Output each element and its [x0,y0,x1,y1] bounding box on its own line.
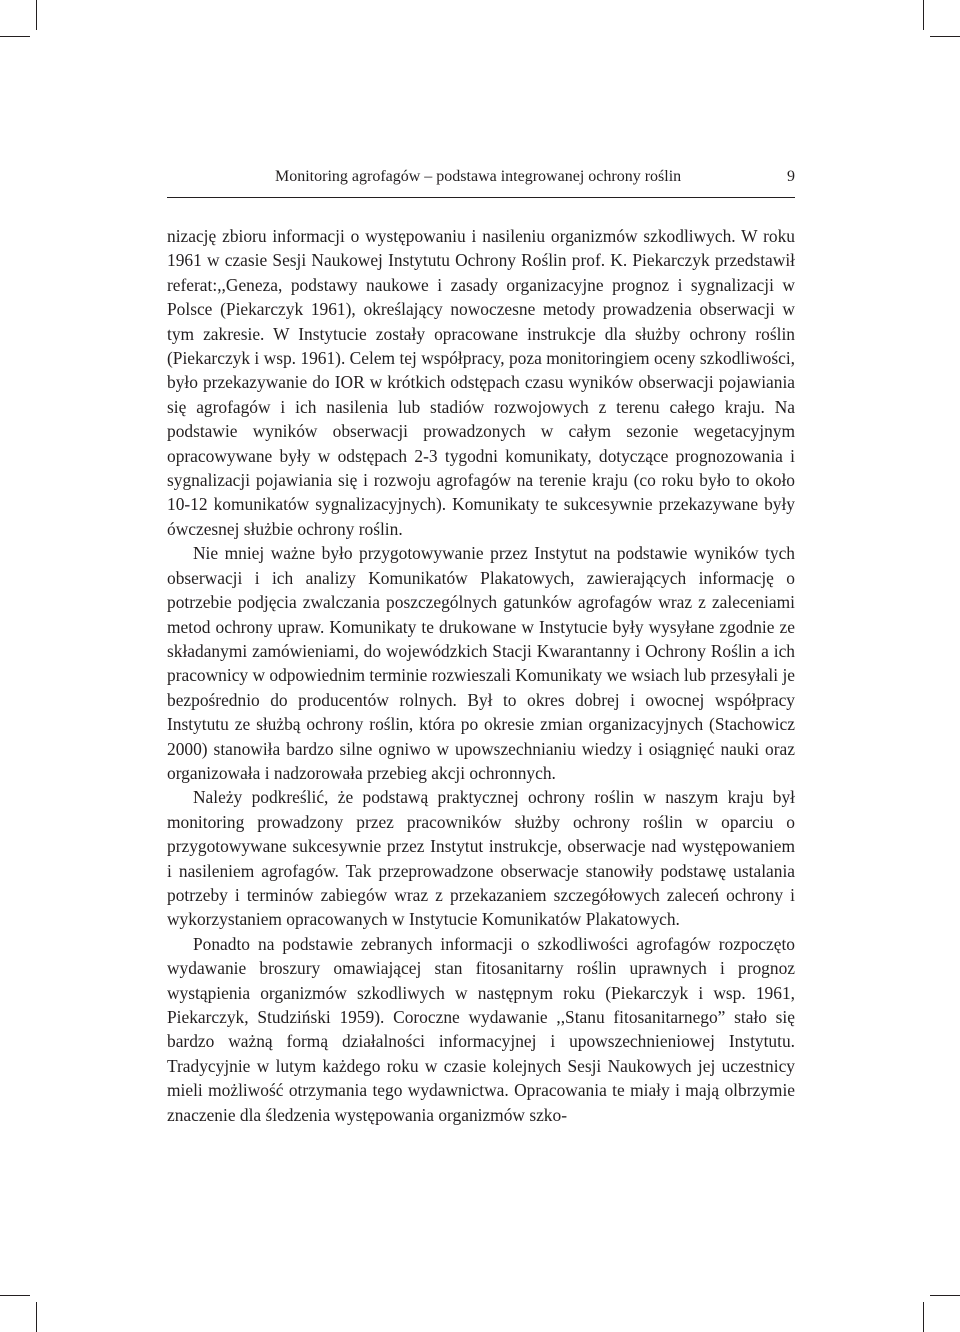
crop-mark [930,1295,960,1296]
page-number: 9 [787,168,795,185]
crop-mark [923,1302,924,1332]
running-header [167,168,795,192]
crop-mark [0,1295,30,1296]
paragraph: nizację zbioru informacji o występowaniu i nasileniu organizmów szkodliwych. W roku 1961 w czasie Sesji Naukowej Instytutu Ochrony Roślin prof. K. Piekarczyk przedstawił referat:,,Geneza, podstawy naukowe i zasady organizacyjne prognoz i sygnalizacji w Polsce (Piekarczyk 1961), określający nowoczesne metody prowadzenia obserwacji w tym zakresie. W Instytucie zostały opracowane instrukcje dla służby ochrony roślin (Piekarczyk i wsp. 1961). Celem tej współpracy, poza monitoringiem oceny szkodliwości, było przekazywanie do IOR w krótkich odstępach czasu wyników obserwacji pojawiania się agrofagów i ich nasilenia lub stadiów rozwojowych z terenu całego kraju. Na podstawie wyników obserwacji prowadzonych w całym sezonie wegetacyjnym opracowywane były w odstępach 2-3 tygodni komunikaty, dotyczące prognozowania i sygnalizacji pojawiania się i rozwoju agrofagów na terenie kraju (co roku było to około 10-12 komunikatów sygnalizacyjnych). Komunikaty te sukcesywnie przekazywane były ówczesnej służbie ochrony roślin. [167,226,795,539]
paragraph: Ponadto na podstawie zebranych informacji o szkodliwości agrofagów rozpoczęto wydawanie broszury omawiającej stan fitosanitarny roślin uprawnych i prognoz wystąpienia organizmów szkodliwych w następnym roku (Piekarczyk i wsp. 1961, Piekarczyk, Studziński 1959). Coroczne wydawanie ,,Stanu fitosanitarnego” stało się bardzo ważną formą działalności informacyjnej i upowszechnieniowej Instytutu. Tradycyjnie w lutym każdego roku w czasie kolejnych Sesji Naukowych jej uczestnicy mieli możliwość otrzymania tego wydawnictwa. Opracowania te miały i mają olbrzymie znaczenie dla śledzenia występowania organizmów szko- [167,933,795,1125]
crop-mark [36,1302,37,1332]
body-text [167,224,795,1127]
crop-mark [923,0,924,30]
running-header-title: Monitoring agrofagów – podstawa integrowanej ochrony roślin [275,168,682,185]
crop-mark [930,36,960,37]
crop-mark [0,36,30,37]
paragraph: Nie mniej ważne było przygotowywanie przez Instytut na podstawie wyników tych obserwacji i ich analizy Komunikatów Plakatowych, zawierających informację o potrzebie podjęcia zwalczania poszczególnych gatunków agrofagów wraz z zaleceniami metod ochrony upraw. Komunikaty te drukowane w Instytucie były wysyłane zgodnie ze składanymi zamówieniami, do wojewódzkich Stacji Kwarantanny i Ochrony Roślin a ich pracownicy w odpowiednim terminie rozwieszali Komunikaty we wsiach lub przesyłali je bezpośrednio do producentów rolnych. Był to okres dobrej i owocnej współpracy Instytutu ze służbą ochrony roślin, która po okresie zmian organizacyjnych (Stachowicz 2000) stanowiła bardzo silne ogniwo w upowszechnianiu wiedzy i osiągnięć nauki oraz organizowała i nadzorowała przebieg akcji ochronnych. [167,543,795,783]
crop-mark [36,0,37,30]
paragraph: Należy podkreślić, że podstawą praktycznej ochrony roślin w naszym kraju był monitoring prowadzony przez pracowników służby ochrony roślin w oparciu o przygotowywane sukcesywnie przez Instytut instrukcje, obserwacje nad występowaniem i nasileniem agrofagów. Tak przeprowadzone obserwacje stanowiły podstawę ustalania potrzeby i terminów zabiegów wraz z przekazaniem szczegółowych zaleceń ochrony i wykorzystaniem opracowanych w Instytucie Komunikatów Plakatowych. [167,787,795,930]
header-rule [167,197,795,198]
